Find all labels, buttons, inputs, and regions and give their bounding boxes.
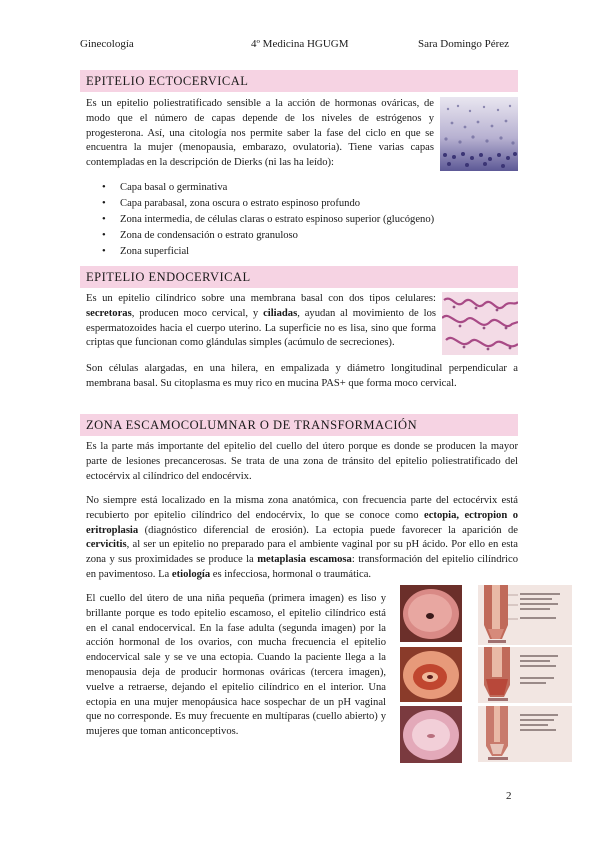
header-author: Sara Domingo Pérez <box>418 38 510 50</box>
endocervical-histology-image <box>442 292 518 355</box>
cervix-photo-child <box>400 585 462 642</box>
ectocervical-histology-image <box>440 97 518 171</box>
section-title-ectocervical: EPITELIO ECTOCERVICAL <box>80 70 518 92</box>
header-course: 4º Medicina HGUGM <box>251 38 349 50</box>
list-item: • Zona de condensación o estrato granuloso <box>100 228 434 244</box>
list-item: • Capa basal o germinativa <box>100 180 434 196</box>
transformation-paragraph-3: El cuello del útero de una niña pequeña (primera imagen) es liso y brillante porque es todo epitelio escamoso, el epitelio cilíndrico está en el canal endocervical. En la fase adulta (segunda imagen) por la acción hormonal de los ovarios, con mucha frecuencia el epitelio endocervical sale y se ve una ectopia. Cuando la paciente llega a la menopausia deja de producir hormonas ováricas (tercera imagen), vuelve a retraerse, dejando el epitelio cilíndrico en el interior. Una ectopia en una mujer menopáusica hace sospechar de un pH vaginal que no corresponde. Es muy frecuente en multíparas (cuello abierto) y mujeres que toman anticonceptivos. <box>86 593 386 738</box>
transformation-paragraph-1: Es la parte más importante del epitelio del cuello del útero porque es donde se producen la mayor parte de lesiones precancerosas. Se trata de una zona de tránsito del epitelio poliestratificado del ectocérvix al cilíndrico del endocérvix. <box>86 441 518 482</box>
endocervical-paragraph-1: Es un epitelio cilíndrico sobre una membrana basal con dos tipos celulares: secretoras, producen moco cervical, y ciliadas, ayudan al movimiento de los espermatozoides hacia el cuerpo uterino. La superficie no es lisa, sino que forma criptas que funcionan como glándulas simples (acúmulo de secreciones). <box>86 293 436 349</box>
section-title-transformation-zone: ZONA ESCAMOCOLUMNAR O DE TRANSFORMACIÓN <box>80 414 518 436</box>
page-number: 2 <box>506 790 512 802</box>
ectocervical-paragraph: Es un epitelio poliestratificado sensible a la acción de hormonas ováricas, de modo que el número de capas depende de los niveles de estrógenos y progesterona. Así, una citología nos permite saber la fase del ciclo en que se encuentra la mujer (menopausia, embarazo, ovulatoria). Tiene varias capas contempladas en la descripción de Dierks (ni las ha leído): <box>86 98 434 169</box>
cervix-diagram-adult <box>478 647 572 703</box>
dierks-layers-list <box>100 180 434 260</box>
section-title-endocervical: EPITELIO ENDOCERVICAL <box>80 266 518 288</box>
cervix-diagram-menopause <box>478 706 572 762</box>
list-item: • Capa parabasal, zona oscura o estrato espinoso profundo <box>100 196 434 212</box>
cervix-photo-menopause <box>400 706 462 763</box>
list-item: • Zona superficial <box>100 244 434 260</box>
list-item: • Zona intermedia, de células claras o estrato espinoso superior (glucógeno) <box>100 212 434 228</box>
header-subject: Ginecología <box>80 38 134 50</box>
transformation-paragraph-2: No siempre está localizado en la misma zona anatómica, con frecuencia parte del ectocérvix está recubierto por epitelio cilíndrico del endocérvix, lo que se conoce como ectopia, ectropion o eritroplasia (diagnóstico diferencial de erosión). La ectopia puede favorecer la aparición de cervicitis, al ser un epitelio no preparado para el ambiente vaginal por su pH ácido. Por ello en esta zona y sus proximidades se produce la metaplasia escamosa: transformación del epitelio cilíndrico en pavimentoso. La etiología es infecciosa, hormonal o traumática. <box>86 495 518 580</box>
cervix-photo-adult-ectopy <box>400 647 462 702</box>
cervix-diagram-girl <box>478 585 572 645</box>
endocervical-paragraph-2: Son células alargadas, en una hilera, en empalizada y diámetro longitudinal perpendicular a membrana basal. Su citoplasma es muy rico en mucina PAS+ que forma moco cervical. <box>86 363 518 389</box>
